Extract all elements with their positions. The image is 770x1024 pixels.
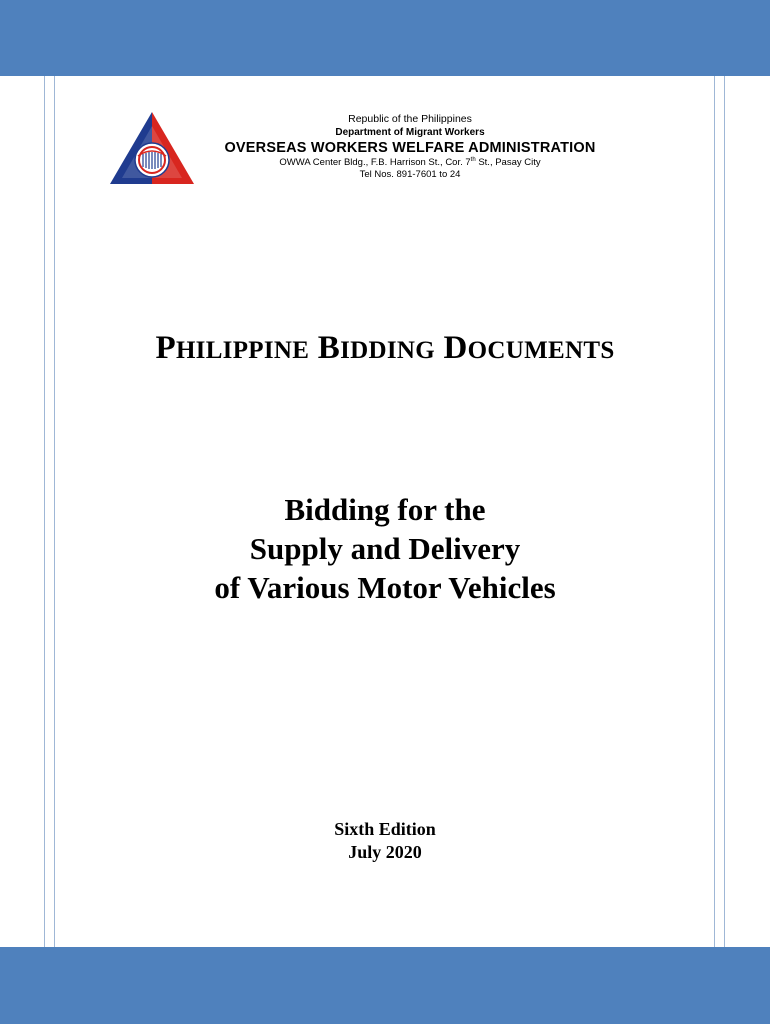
edition-block [0,818,770,864]
title-cap-1: P [155,330,176,366]
title-rest-2: IDDING [340,337,435,364]
project-title-line-1: Bidding for the [284,492,486,527]
address-part-2: St., Pasay City [475,157,541,168]
agency-name: OVERSEAS WORKERS WELFARE ADMINISTRATION [224,140,596,156]
bottom-band [0,947,770,1024]
department-line: Department of Migrant Workers [335,127,485,138]
title-cap-2: B [317,330,341,366]
telephone-line: Tel Nos. 891-7601 to 24 [359,169,461,180]
republic-line: Republic of the Philippines [348,113,472,125]
title-rest-1: HILIPPINE [175,337,310,364]
project-title-line-2: Supply and Delivery [249,531,521,566]
edition-label: Sixth Edition [334,819,436,839]
owwa-logo-icon [108,110,196,186]
agency-header [200,113,620,181]
document-title [0,330,770,367]
address-superscript: th [470,156,476,163]
address-part-1: OWWA Center Bldg., F.B. Harrison St., Cor. 7 [279,157,471,168]
title-rest-3: OCUMENTS [467,337,615,364]
project-title [0,490,770,607]
edition-date: July 2020 [348,842,422,862]
project-title-line-3: of Various Motor Vehicles [214,570,556,605]
address-line [200,157,620,169]
top-band [0,0,770,76]
title-cap-3: D [443,330,468,366]
